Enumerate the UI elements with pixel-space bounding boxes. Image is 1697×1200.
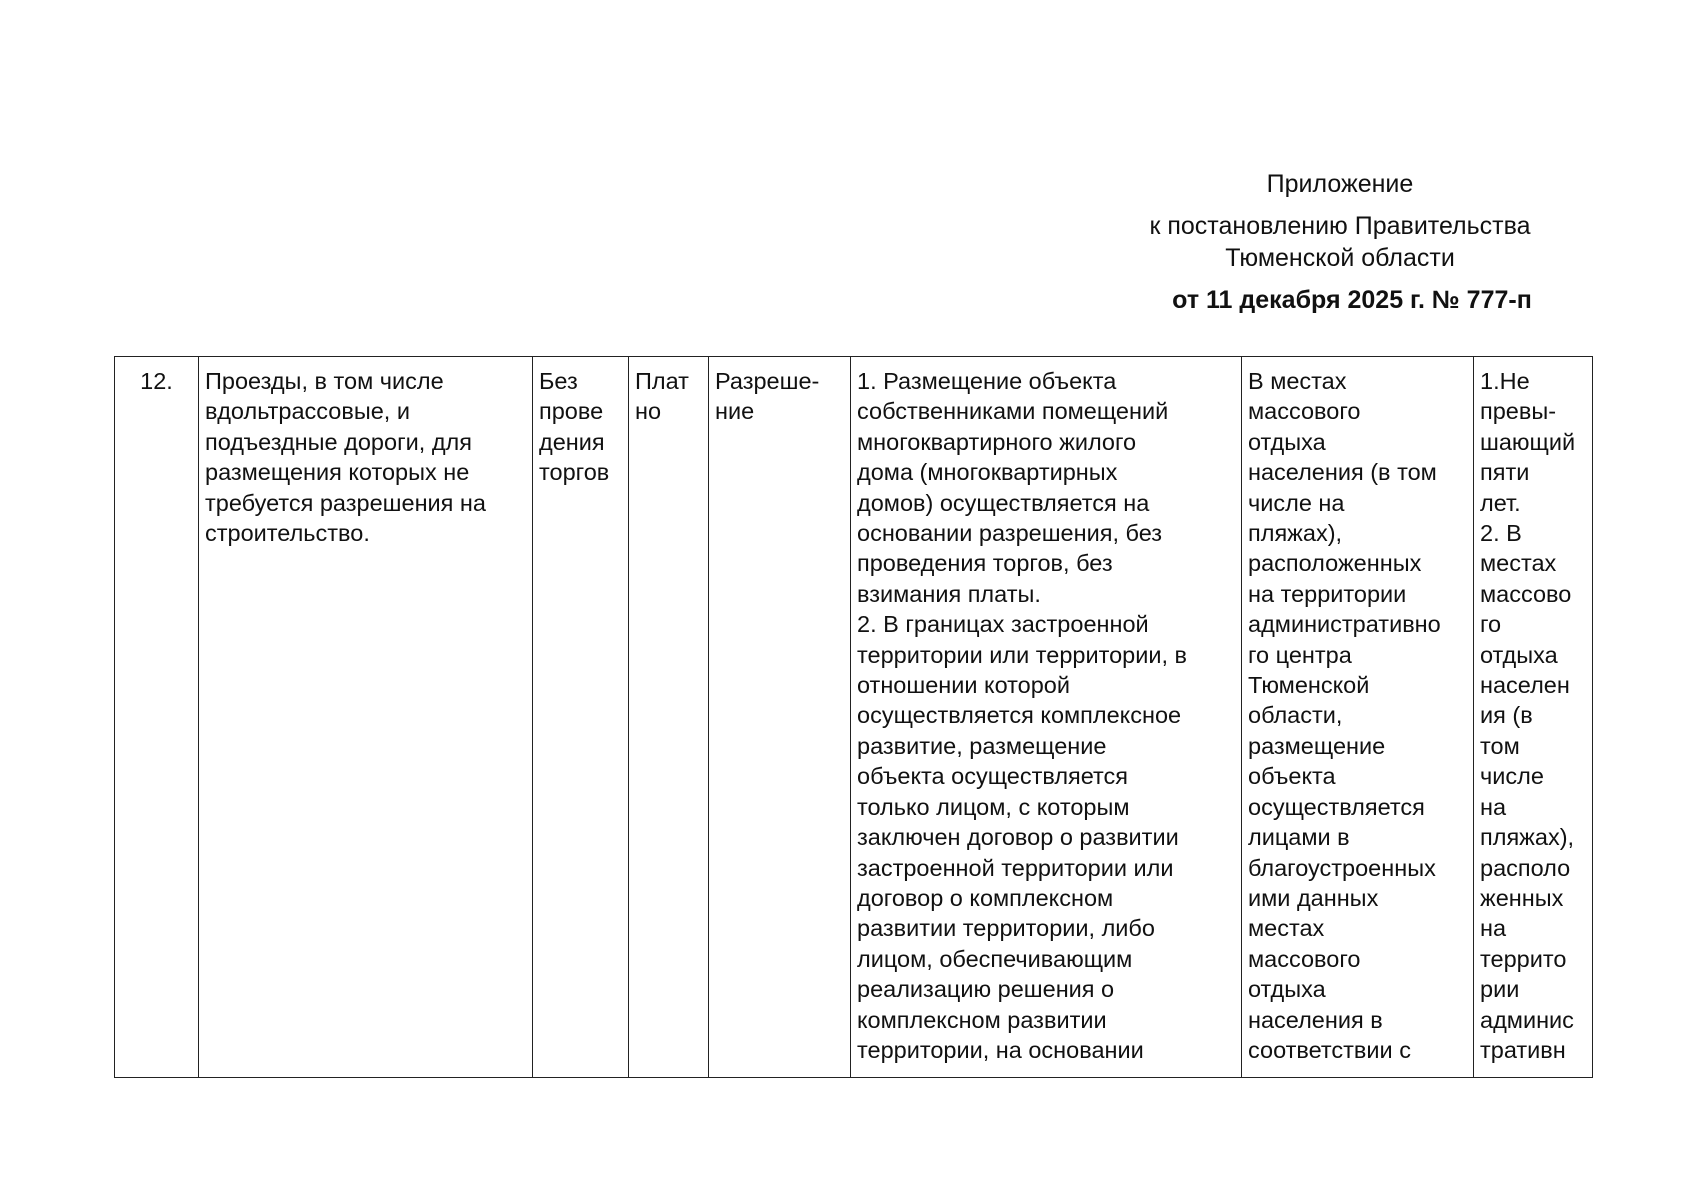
placement-locations-text: В местах массового отдыха населения (в том числе на пляжах), расположенных на территории административно го центра Тюменской области, размещение объекта осуществляется лицами в благоустроенных ими данных местах массового отдыха населения в соответствии с [1248, 368, 1441, 1063]
payment-text: Плат но [635, 368, 689, 425]
placement-locations-cell [1242, 357, 1474, 1077]
appendix-subtitle-line2: Тюменской области [1225, 244, 1455, 272]
appendix-subtitle-line1: к постановлению Правительства [1149, 212, 1531, 240]
regulation-table [114, 356, 1593, 1078]
object-description-cell [199, 357, 533, 1077]
placement-conditions-cell [851, 357, 1242, 1077]
row-number-cell [115, 357, 199, 1077]
document-type-text: Разреше- ние [715, 368, 820, 425]
payment-cell [629, 357, 709, 1077]
row-number: 12. [140, 368, 173, 394]
appendix-header [1100, 168, 1580, 316]
placement-conditions-text: 1. Размещение объекта собственниками помещений многоквартирного жилого дома (многоквартирных домов) осуществляется на основании разрешения, без проведения торгов, без взимания платы. 2. В границах застроенной территории или территории, в отношении которой осуществляется комплексное развитие, размещение объекта осуществляется только лицом, с которым заключен договор о развитии застроенной территории или договор о комплексном развитии территории, либо лицом, обеспечивающим реализацию решения о комплексном развитии территории, на основании [857, 368, 1188, 1063]
procedure-text: Без прове дения торгов [539, 368, 610, 486]
object-description-text: Проезды, в том числе вдольтрассовые, и подъездные дороги, для размещения которых не требуется разрешения на строительство. [205, 368, 486, 547]
decree-reference: от 11 декабря 2025 г. № 777-п [1172, 286, 1532, 314]
procedure-cell [533, 357, 629, 1077]
term-cell [1474, 357, 1592, 1077]
appendix-title: Приложение [1266, 170, 1414, 198]
document-type-cell [709, 357, 851, 1077]
term-text: 1.Не превы- шающий пяти лет. 2. В местах массово го отдыха населен ия (в том числе на пляжах), располо женных на террито рии админис тративн [1480, 368, 1576, 1063]
